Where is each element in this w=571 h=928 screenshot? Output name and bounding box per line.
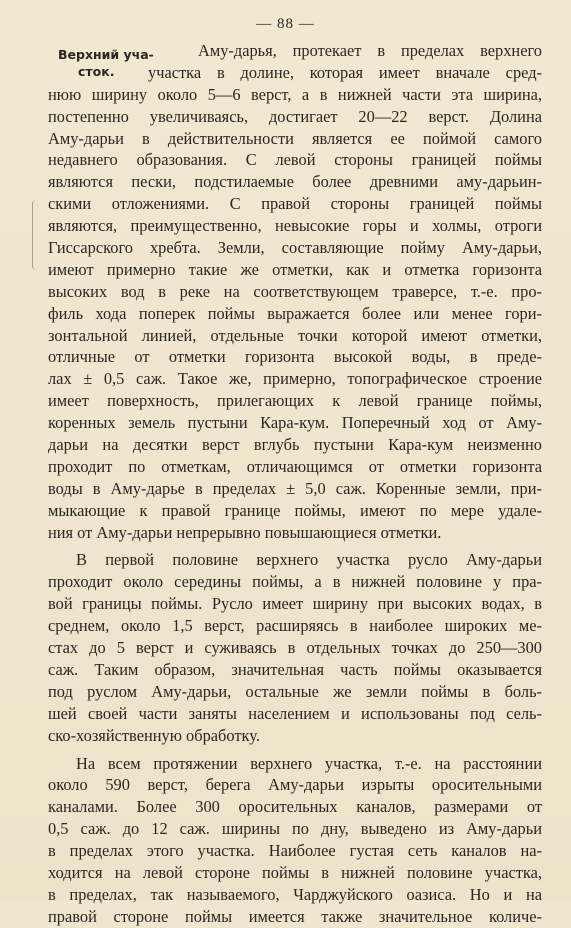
text-line: участка в долине, которая имеет вначале сред-: [148, 62, 542, 82]
text-line: мыкающие к правой границе поймы, имеют по мере удале-: [48, 500, 542, 520]
text-line: зонтальной линией, отдельные точки которой имеют отметки,: [48, 325, 542, 345]
text-line: ходится на левой стороне поймы в нижней половине участка,: [48, 862, 542, 882]
text-line: скими отложениями. С правой стороны границей поймы: [48, 194, 542, 214]
margin-heading-line-1: Верхний уча-: [58, 47, 154, 62]
text-line: На всем протяжении верхнего участка, т.-е. на расстоянии: [76, 753, 542, 773]
paragraph-1: [48, 40, 542, 543]
text-line: отличные от отметки горизонта высокой воды, в преде-: [48, 347, 542, 367]
text-line: проходит по отметкам, отличающимся от отметки горизонта: [48, 456, 542, 476]
text-line: Аму-дарьи в действительности является ее поймой самого: [48, 128, 542, 148]
text-line: дарьи на десятки верст вглубь пустыни Кара-кум неизменно: [48, 435, 542, 455]
text-line: под руслом Аму-дарьи, остальные же земли поймы в боль-: [48, 681, 542, 701]
page-number: — 88 —: [256, 16, 315, 32]
text-line: воды в Аму-дарье в пределах ± 5,0 саж. Коренные земли, при-: [48, 478, 542, 498]
text-line: проходит около середины поймы, а в нижней половине у пра-: [48, 572, 542, 592]
paragraph-2: [48, 549, 542, 746]
text-line: филь хода поперек поймы выражается более или менее гори-: [48, 303, 542, 323]
margin-heading-line-2: сток.: [78, 64, 115, 79]
text-line: являются пески, подстилаемые более древними аму-дарьин-: [48, 172, 542, 192]
paragraph-3: [48, 753, 542, 928]
text-line: стах до 5 верст и суживаясь в отдельных точках до 250—300: [48, 638, 542, 658]
text-line: среднем, около 1,5 верст, расширяясь в наиболее широких ме-: [48, 616, 542, 636]
text-line: нюю ширину около 5—6 верст, а в нижней части эта ширина,: [48, 84, 542, 104]
text-line: ния от Аму-дарьи непрерывно повышающиеся отметки.: [48, 522, 442, 542]
text-line: ско-хозяйственную обработку.: [48, 725, 260, 745]
text-line: шей своей части заняты населением и использованы под сель-: [48, 703, 542, 723]
text-line: являются, преимущественно, невысокие горы и холмы, отроги: [48, 216, 542, 236]
text-line: В первой половине верхнего участка русло Аму-дарьи: [76, 550, 542, 570]
text-line: Аму-дарья, протекает в пределах верхнего: [198, 41, 542, 60]
text-line: в пределах, так называемого, Чарджуйского оазиса. Но и на: [48, 884, 542, 904]
text-line: правой стороне поймы имеется также значительное количе-: [48, 906, 542, 926]
text-line: постепенно увеличиваясь, достигает 20—22 верст. Долина: [48, 106, 542, 126]
text-line: имеет поверхность, прилегающих к левой границе поймы,: [48, 391, 542, 411]
text-line: вой границы поймы. Русло имеет ширину при высоких водах, в: [48, 594, 542, 614]
text-line: имеют примерно такие же отметки, как и отметка горизонта: [48, 259, 542, 279]
text-line: каналами. Более 300 оросительных каналов, размерами от: [48, 797, 542, 817]
text-line: коренных земель пустыни Кара-кум. Поперечный ход от Аму-: [48, 413, 542, 433]
text-line: лах ± 0,5 саж. Такое же, примерно, топографическое строение: [48, 369, 542, 389]
text-line: недавнего образования. С левой стороны границей поймы: [48, 150, 542, 170]
text-line: саж. Таким образом, значительная часть поймы оказывается: [48, 659, 542, 679]
text-line: 0,5 саж. до 12 саж. ширины по дну, выведено из Аму-дарьи: [48, 819, 542, 839]
text-line: высоких вод в реке на соответствующем траверсе, т.-е. про-: [48, 281, 542, 301]
body-text: [48, 40, 542, 928]
text-line: Гиссарского хребта. Земли, составляющие пойму Аму-дарьи,: [48, 238, 542, 258]
text-line: около 590 верст, берега Аму-дарьи изрыты оросительными: [48, 775, 542, 795]
pencil-margin-mark: [32, 200, 39, 270]
text-line: в пределах этого участка. Наиболее густая сеть каналов на-: [48, 841, 542, 861]
